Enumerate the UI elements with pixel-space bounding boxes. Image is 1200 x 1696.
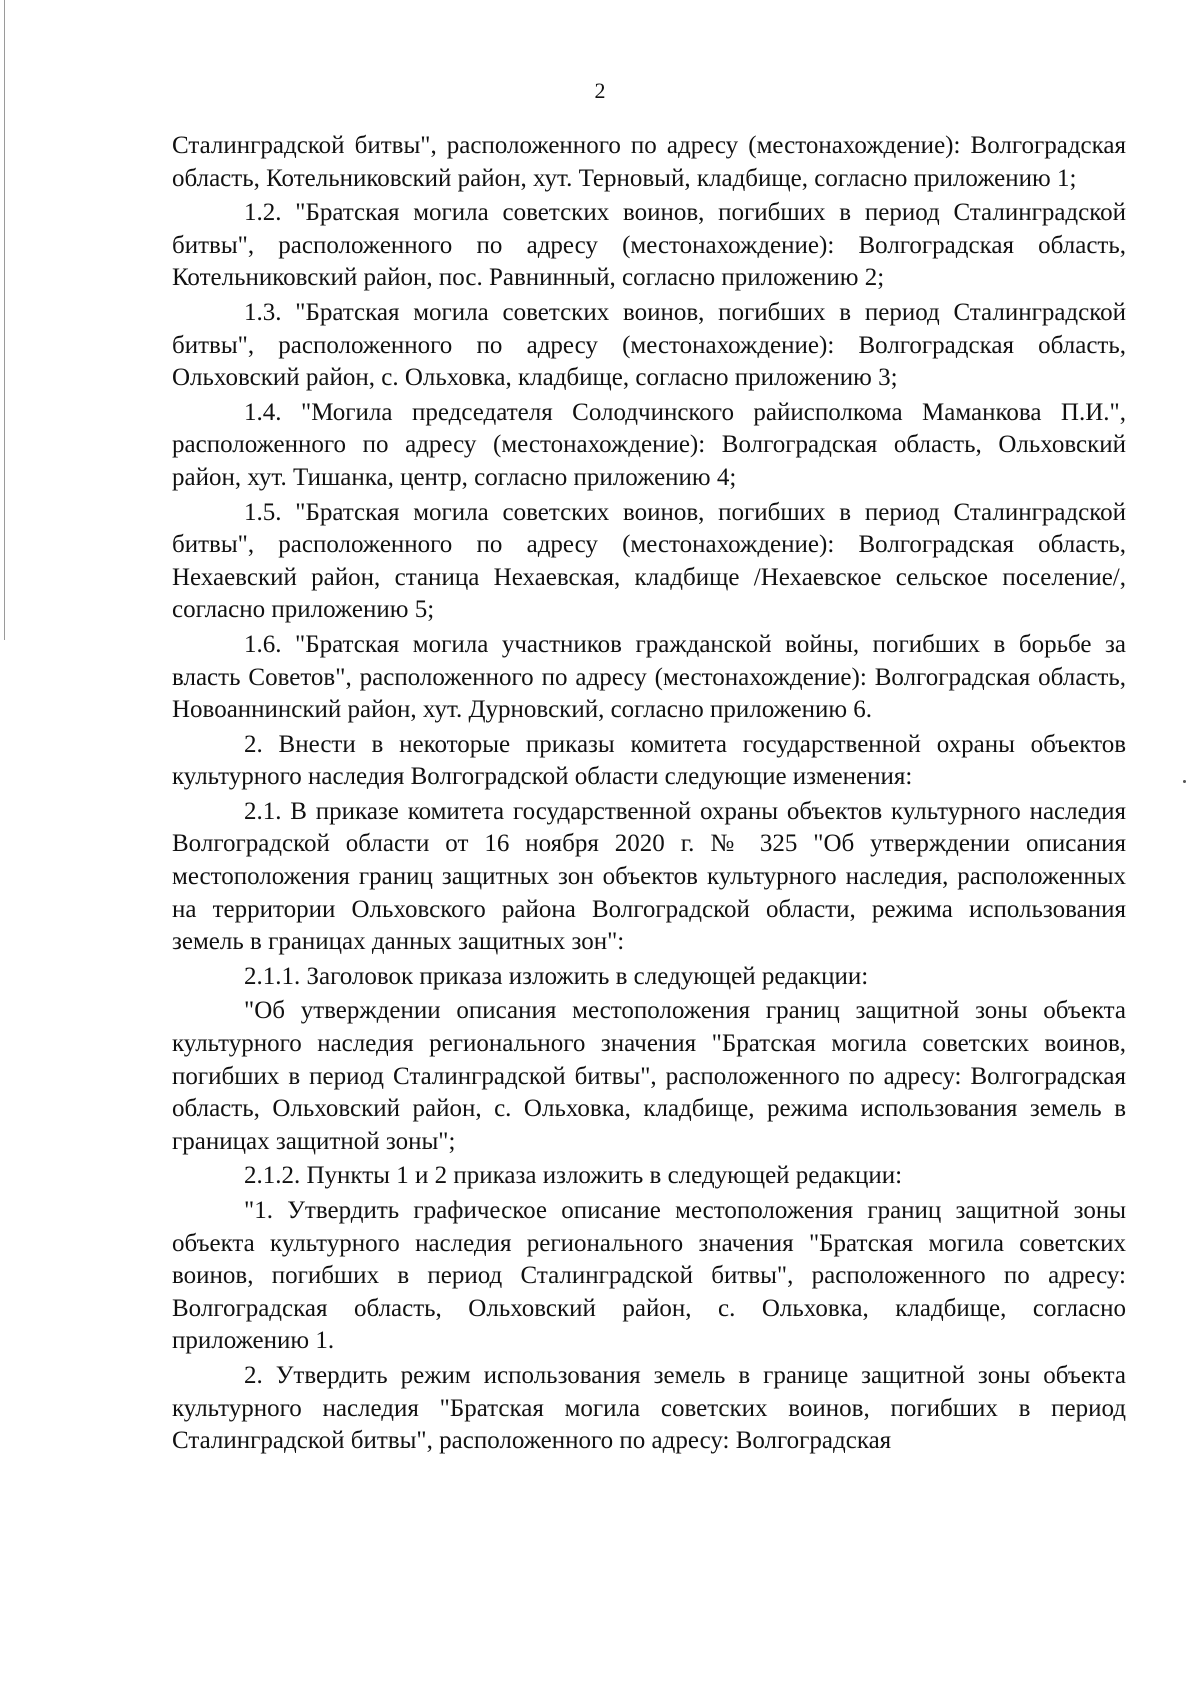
document-body: [172, 130, 1126, 1460]
paragraph-item-1-2: 1.2. "Братская могила советских воинов, погибших в период Сталинградской битвы", расположенного по адресу (местонахождение): Волгоградская область, Котельниковский район, пос. Равнинный, согласно приложению 2;: [172, 199, 1126, 292]
paragraph-item-2: 2. Внести в некоторые приказы комитета государственной охраны объектов культурного наследия Волгоградской области следующие изменения:: [172, 730, 1126, 791]
page-number: 2: [594, 78, 606, 103]
paragraph-new-point-2: 2. Утвердить режим использования земель в границе защитной зоны объекта культурного наследия "Братская могила советских воинов, погибших в период Сталинградской битвы", расположенного по адресу: Волгоградская: [172, 1361, 1126, 1455]
paragraph-item-2-1: 2.1. В приказе комитета государственной охраны объектов культурного наследия Волгоградской области от 16 ноября 2020 г. № 325 "Об утверждении описания местоположения границ защитных зон объектов культурного наследия, расположенных на территории Ольховского района Волгоградской области, режима использования земель в границах данных защитных зон":: [172, 797, 1126, 956]
paragraph-new-title: "Об утверждении описания местоположения границ защитной зоны объекта культурного наследия регионального значения "Братская могила советских воинов, погибших в период Сталинградской битвы", расположенного по адресу: Волгоградская область, Ольховский район, с. Ольховка, кладбище, режима использования земель в границах защитной зоны";: [172, 997, 1126, 1155]
paragraph-new-point-1: "1. Утвердить графическое описание местоположения границ защитной зоны объекта культурного наследия регионального значения "Братская могила советских воинов, погибших в период Сталинградской битвы", расположенного по адресу: Волгоградская область, Ольховский район, с. Ольховка, кладбище, согласно приложению 1.: [172, 1197, 1126, 1355]
scan-speck: [1183, 780, 1186, 783]
paragraph-item-1-4: 1.4. "Могила председателя Солодчинского райисполкома Маманкова П.И.", расположенного по адресу (местонахождение): Волгоградская область, Ольховский район, хут. Тишанка, центр, согласно приложению 4;: [172, 398, 1126, 491]
paragraph-item-1-6: 1.6. "Братская могила участников гражданской войны, погибших в борьбе за власть Советов", расположенного по адресу (местонахождение): Волгоградская область, Новоаннинский район, хут. Дурновский, согласно приложению 6.: [172, 630, 1126, 724]
paragraph-item-1-3: 1.3. "Братская могила советских воинов, погибших в период Сталинградской битвы", расположенного по адресу (местонахождение): Волгоградская область, Ольховский район, с. Ольховка, кладбище, согласно приложению 3;: [172, 298, 1126, 392]
paragraph-item-2-1-1: 2.1.1. Заголовок приказа изложить в следующей редакции:: [244, 962, 869, 990]
paragraph-continuation: Сталинградской битвы", расположенного по адресу (местонахождение): Волгоградская область, Котельниковский район, хут. Терновый, кладбище, согласно приложению 1;: [172, 132, 1126, 192]
paragraph-item-1-5: 1.5. "Братская могила советских воинов, погибших в период Сталинградской битвы", расположенного по адресу (местонахождение): Волгоградская область, Нехаевский район, станица Нехаевская, кладбище /Нехаевское сельское поселение/, согласно приложению 5;: [172, 498, 1126, 624]
paragraph-item-2-1-2: 2.1.2. Пункты 1 и 2 приказа изложить в следующей редакции:: [244, 1162, 903, 1190]
